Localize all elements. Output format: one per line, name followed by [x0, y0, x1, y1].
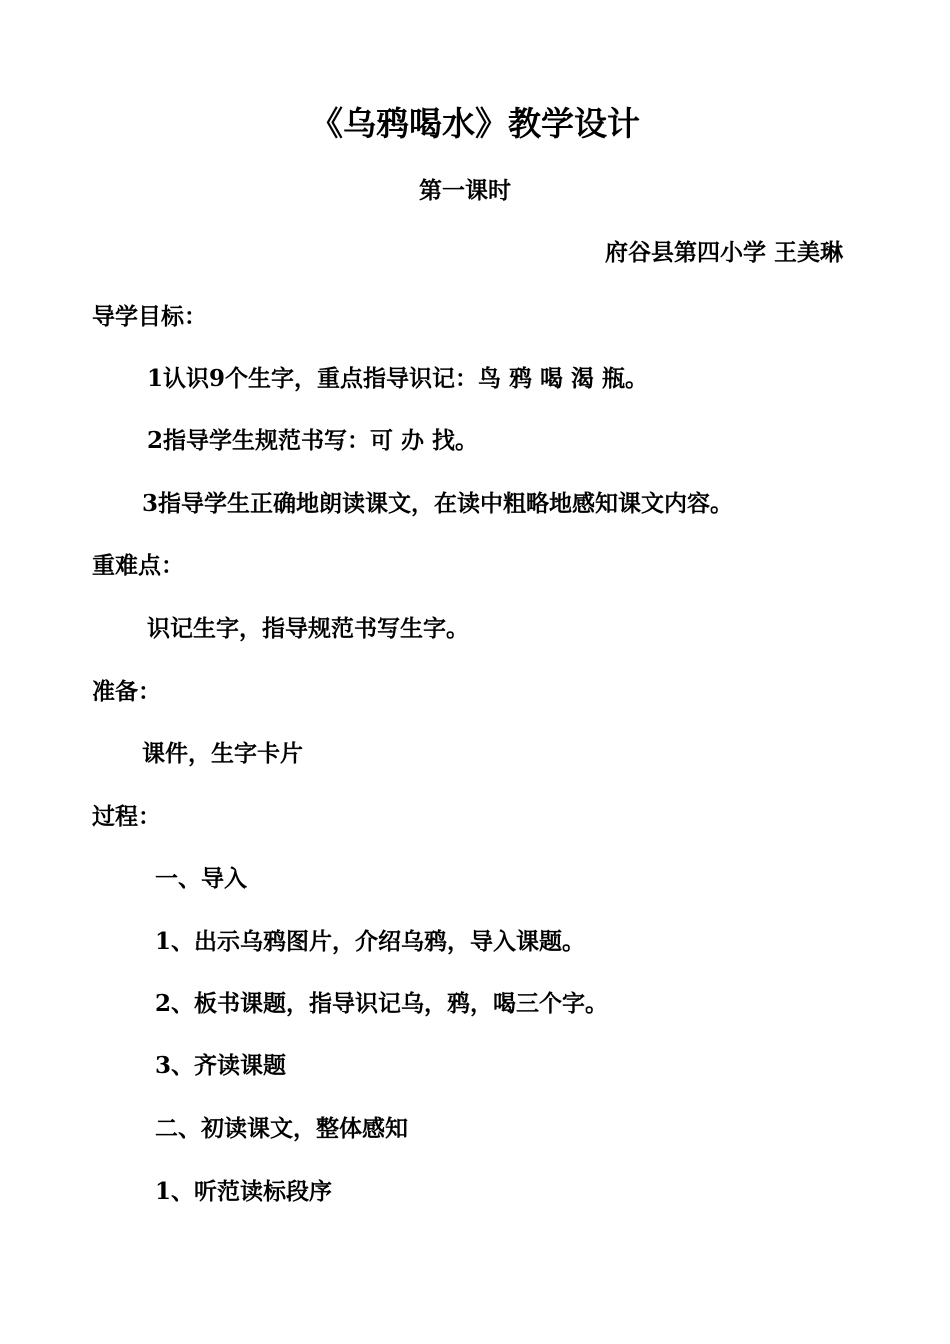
key-points-heading: 重难点： — [92, 552, 184, 579]
goal-item-2: 2指导学生规范书写：可 办 找。 — [147, 427, 479, 454]
process-step-one-item-1: 1、出示乌鸦图片，介绍乌鸦，导入课题。 — [155, 928, 586, 955]
document-title: 《乌鸦喝水》教学设计 — [310, 104, 640, 143]
process-step-one: 一、导入 — [155, 865, 247, 892]
process-step-two-item-1: 1、听范读标段序 — [155, 1178, 333, 1205]
document-subtitle: 第一课时 — [419, 177, 511, 204]
process-heading: 过程： — [92, 803, 161, 830]
process-step-one-item-2: 2、板书课题，指导识记乌，鸦，喝三个字。 — [155, 990, 609, 1017]
preparation-heading: 准备： — [92, 678, 161, 705]
goal-item-3: 3指导学生正确地朗读课文，在读中粗略地感知课文内容。 — [142, 490, 734, 517]
process-step-two: 二、初读课文，整体感知 — [155, 1115, 408, 1142]
preparation-text: 课件，生字卡片 — [142, 740, 303, 767]
key-points-text: 识记生字，指导规范书写生字。 — [147, 615, 469, 642]
document-author: 府谷县第四小学 王美琳 — [604, 239, 843, 266]
goals-heading: 导学目标： — [92, 303, 207, 330]
process-step-one-item-3: 3、齐读课题 — [155, 1052, 287, 1079]
goal-item-1: 1认识9个生字，重点指导识记：鸟 鸦 喝 渴 瓶。 — [147, 365, 649, 392]
